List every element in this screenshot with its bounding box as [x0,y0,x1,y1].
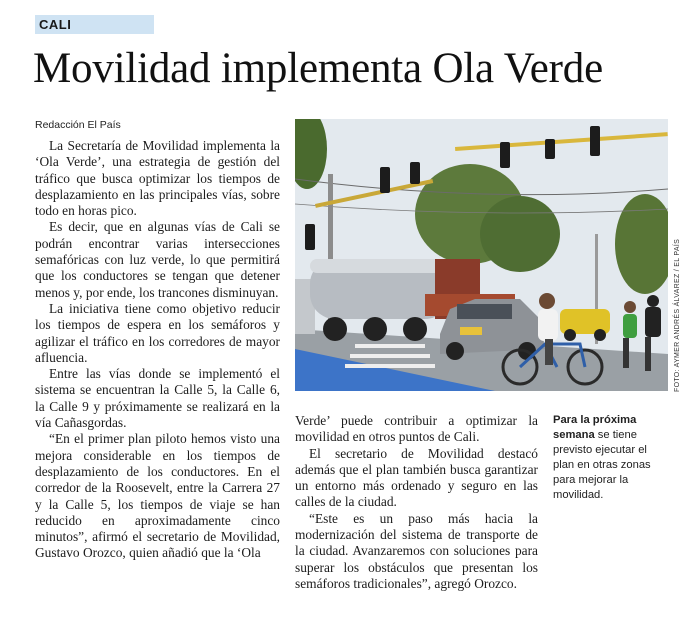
paragraph: La iniciativa tiene como objetivo reducir los tiempos de espera en los semáforos y agilizar el tráfico en los corredores de mayor afluencia. [35,300,280,365]
sidebar-note [553,413,665,503]
article-column-2 [295,413,538,592]
traffic-scene-illustration [295,119,668,391]
paragraph: La Secretaría de Movilidad implementa la ‘Ola Verde’, una estrategia de gestión del tráfico que busca optimizar los tiempos de desplazamiento en las principales vías, sobre todo en horas pico. [35,138,280,219]
paragraph: “Este es un paso más hacia la modernización del sistema de transporte de la ciudad. Avanzaremos con soluciones para superar los obstáculos que presentan los semáforos tradicionales”, agregó Orozco. [295,510,538,591]
photo-credit: FOTO: AYMER ANDRÉS ÁLVAREZ / EL PAÍS [674,238,681,392]
paragraph: Entre las vías donde se implementó el sistema se encuentran la Calle 5, la Calle 6, la Calle 9 y próximamente se realizará en la vía Cañasgordas. [35,366,280,431]
article-photo [295,119,668,391]
paragraph: Verde’ puede contribuir a optimizar la movilidad en otros puntos de Cali. [295,413,538,445]
paragraph: Es decir, que en algunas vías de Cali se podrán encontrar varias intersecciones semafóricas con luz verde, lo que permitirá que los conductores se tengan que detener menos y, por ende, los trancones disminuyan. [35,219,280,300]
paragraph: “En el primer plan piloto hemos visto una mejora considerable en los tiempos de desplazamiento de los conductores. En el corredor de la Roosevelt, entre la Carrera 27 y la Calle 5, los tiempos de viaje se han reducido en aproximadamente cinco minutos”, afirmó el secretario de Movilidad, Gustavo Orozco, quien añadió que la ‘Ola [35,431,280,561]
article-column-1 [35,138,280,562]
section-tag: CALI [35,15,154,34]
paragraph: El secretario de Movilidad destacó además que el plan también busca garantizar un entorno más ordenado y seguro en las calles de la ciudad. [295,445,538,510]
byline: Redacción El País [35,119,121,131]
sidebar-text: se tiene previsto ejecutar el plan en otras zonas para mejorar la movilidad. [553,429,651,501]
sidebar-lead: Para la próxima semana [553,414,637,441]
headline: Movilidad implementa Ola Verde [33,45,603,92]
